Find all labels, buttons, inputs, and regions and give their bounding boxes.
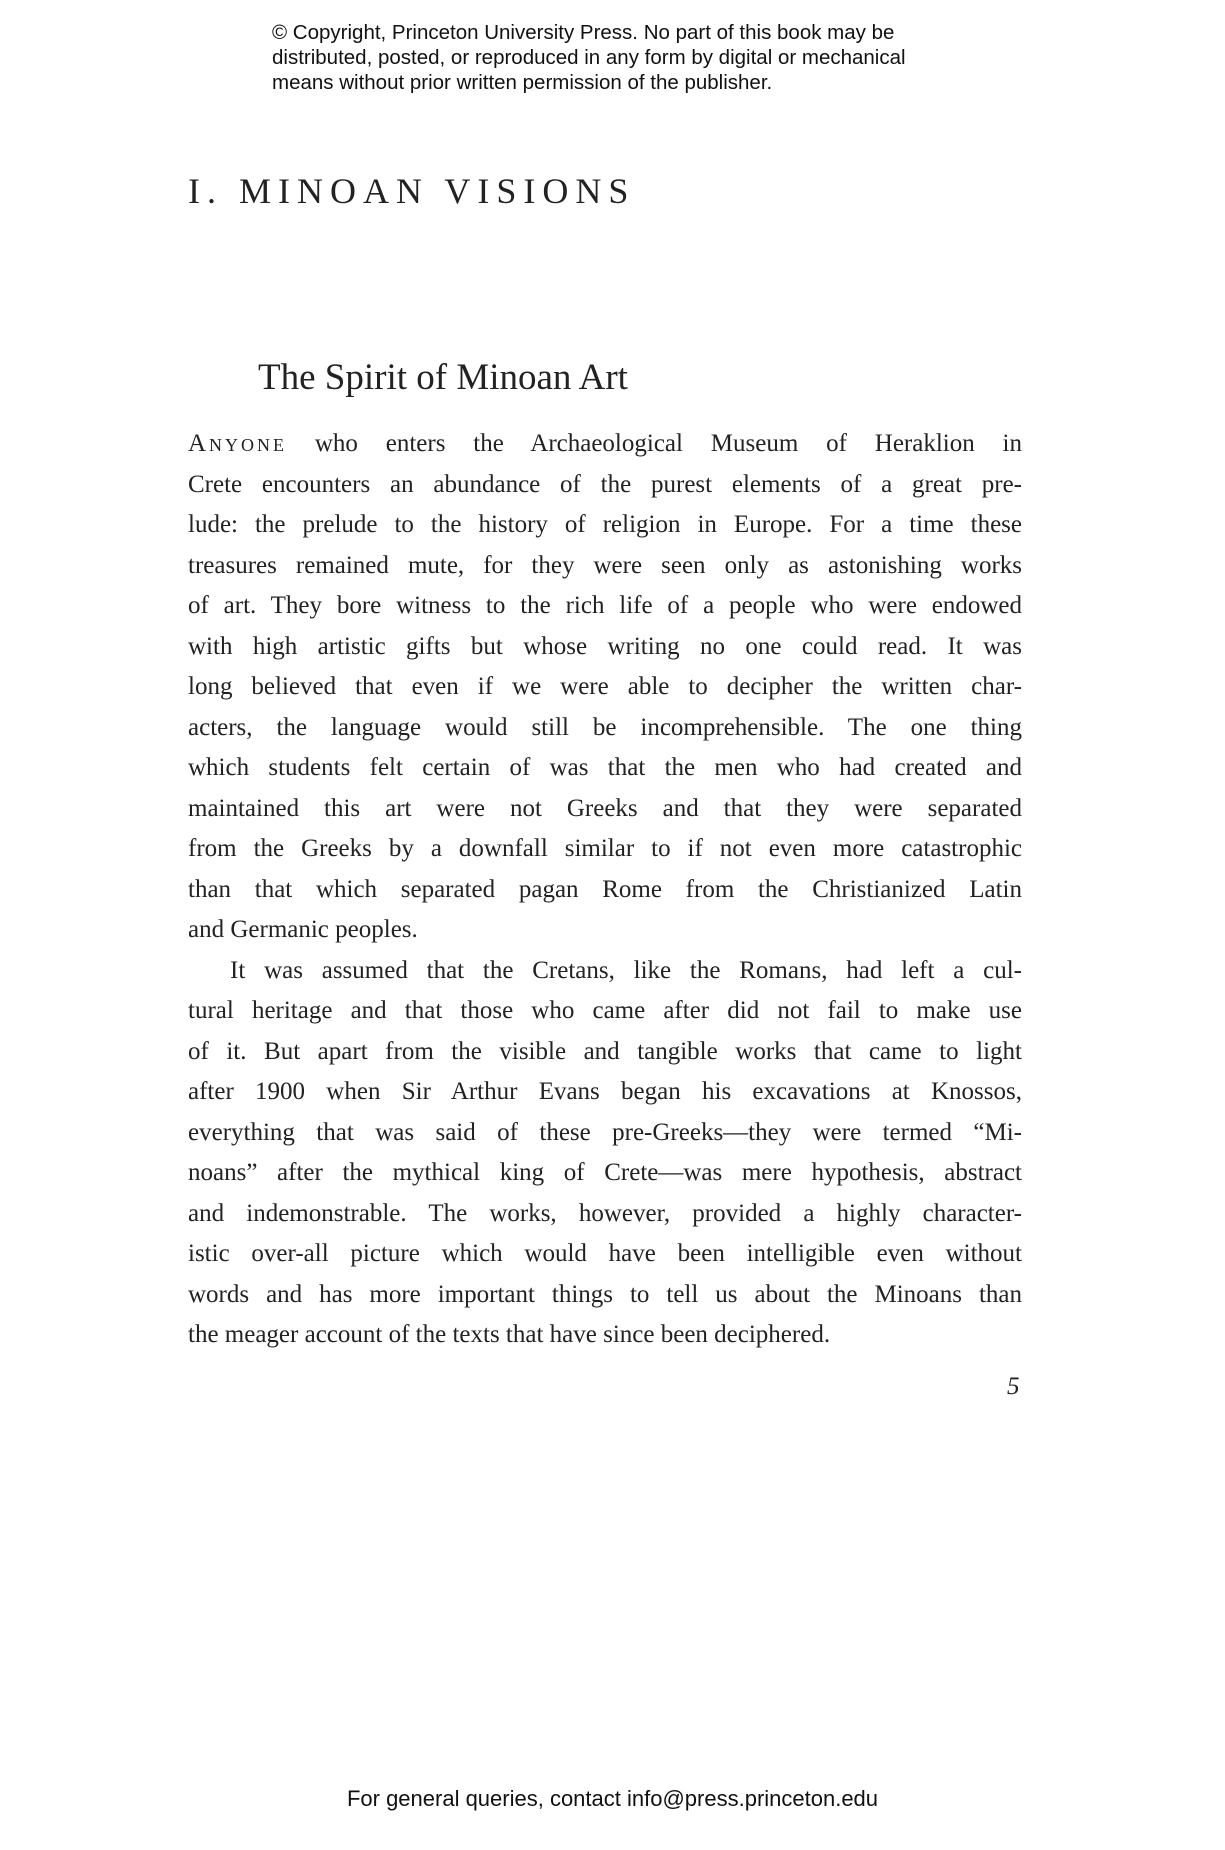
copyright-line: means without prior written permission of the publisher.	[272, 71, 773, 94]
text-line: It was assumed that the Cretans, like the Romans, had left a cul-	[230, 956, 1022, 984]
text-line: long believed that even if we were able to decipher the written char-	[188, 673, 1022, 700]
text-line: words and has more important things to tell us about the Minoans than	[188, 1280, 1022, 1308]
copyright-line: distributed, posted, or reproduced in any form by digital or mechanical	[272, 46, 906, 69]
paragraph-1	[188, 424, 1022, 951]
text-line: the meager account of the texts that have since been deciphered.	[188, 1321, 831, 1348]
text-line: and Germanic peoples.	[188, 916, 418, 943]
text-line: from the Greeks by a downfall similar to if not even more catastrophic	[188, 835, 1022, 862]
text-line: Crete encounters an abundance of the purest elements of a great pre-	[188, 470, 1022, 498]
text-line: with high artistic gifts but whose writing no one could read. It was	[188, 632, 1022, 660]
text-line: tural heritage and that those who came after did not fail to make use	[188, 997, 1022, 1024]
text-line	[188, 424, 1022, 465]
drop-word: Anyone	[188, 430, 288, 457]
text-line: lude: the prelude to the history of religion in Europe. For a time these	[188, 511, 1022, 538]
text-line: after 1900 when Sir Arthur Evans began his excavations at Knossos,	[188, 1078, 1022, 1105]
text-line: maintained this art were not Greeks and that they were separated	[188, 794, 1022, 822]
text-line: of it. But apart from the visible and tangible works that came to light	[188, 1037, 1022, 1065]
footer-contact: For general queries, contact info@press.princeton.edu	[346, 1786, 879, 1811]
text-line: which students felt certain of was that the men who had created and	[188, 754, 1022, 781]
text-line: everything that was said of these pre-Greeks—they were termed “Mi-	[188, 1118, 1022, 1146]
copyright-notice	[272, 20, 992, 95]
section-title: The Spirit of Minoan Art	[258, 357, 628, 398]
paragraph-2	[188, 951, 1022, 1356]
body-text	[188, 424, 1022, 1356]
text-line: istic over-all picture which would have been intelligible even without	[188, 1240, 1022, 1267]
text-line-rest: who enters the Archaeological Museum of Heraklion in	[287, 430, 1022, 457]
text-line: of art. They bore witness to the rich life of a people who were endowed	[188, 592, 1022, 619]
text-line: acters, the language would still be incomprehensible. The one thing	[188, 713, 1022, 741]
chapter-title: I. MINOAN VISIONS	[188, 171, 636, 211]
text-line: than that which separated pagan Rome from the Christianized Latin	[188, 875, 1022, 903]
text-line: noans” after the mythical king of Crete—was mere hypothesis, abstract	[188, 1159, 1022, 1186]
text-line: and indemonstrable. The works, however, provided a highly character-	[188, 1199, 1022, 1227]
text-line: treasures remained mute, for they were seen only as astonishing works	[188, 551, 1022, 579]
page-number: 5	[1007, 1373, 1020, 1400]
copyright-line: © Copyright, Princeton University Press. No part of this book may be	[272, 21, 895, 44]
